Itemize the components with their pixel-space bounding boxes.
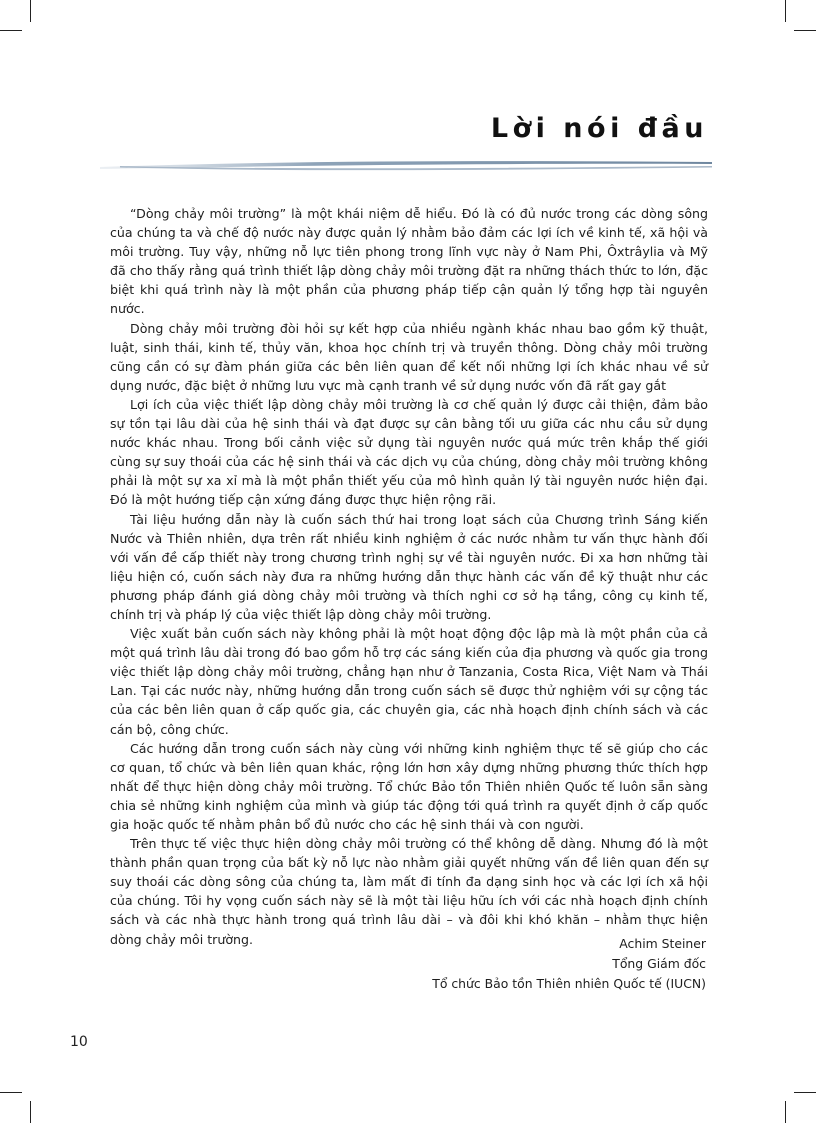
body-text: [110, 204, 708, 949]
paragraph-2: Dòng chảy môi trường đòi hỏi sự kết hợp của nhiều ngành khác nhau bao gồm kỹ thuật, luật, sinh thái, kinh tế, thủy văn, khoa học chính trị và truyền thông. Dòng chảy môi trường cũng cần có sự đàm phán giữa các bên liên quan để kết nối những lợi ích khác nhau về sử dụng nước, đặc biệt ở những lưu vực mà cạnh tranh về sử dụng nước vốn đã rất gay gắt: [110, 320, 708, 393]
crop-mark: [785, 1101, 786, 1123]
crop-mark: [30, 0, 31, 22]
crop-mark: [0, 1092, 22, 1093]
crop-mark: [794, 30, 816, 31]
paragraph-3: Lợi ích của việc thiết lập dòng chảy môi trường là cơ chế quản lý được cải thiện, đảm bảo sự tồn tại lâu dài của hệ sinh thái và đạt được sự cân bằng tối ưu giữa các nhu cầu sử dụng nước khác nhau. Trong bối cảnh việc sử dụng tài nguyên nước quá mức trên khắp thế giới cùng sự suy thoái của các hệ sinh thái và các dịch vụ của chúng, dòng chảy môi trường không phải là một sự xa xỉ mà là một phần thiết yếu của mô hình quản lý tài nguyên nước hiện đại. Đó là một hướng tiếp cận xứng đáng được thực hiện rộng rãi.: [110, 396, 708, 508]
signature-name: Achim Steiner: [619, 936, 706, 951]
decorative-swoosh: [100, 152, 712, 176]
crop-mark: [30, 1101, 31, 1123]
crop-mark: [794, 1092, 816, 1093]
crop-mark: [0, 30, 22, 31]
signature-position: Tổng Giám đốc: [612, 956, 706, 971]
paragraph-4: Tài liệu hướng dẫn này là cuốn sách thứ hai trong loạt sách của Chương trình Sáng kiến Nước và Thiên nhiên, dựa trên rất nhiều kinh nghiệm ở các nước nhằm tư vấn thực hành đối với vấn đề cấp thiết này trong chương trình nghị sự về tài nguyên nước. Đi xa hơn những tài liệu hiện có, cuốn sách này đưa ra những hướng dẫn thực hành các vấn đề kỹ thuật như các phương pháp đánh giá dòng chảy môi trường và thích nghi cơ sở hạ tầng, công cụ kinh tế, chính trị và pháp lý của việc thiết lập dòng chảy môi trường.: [110, 511, 708, 622]
paragraph-5: Việc xuất bản cuốn sách này không phải là một hoạt động độc lập mà là một phần của cả một quá trình lâu dài trong đó bao gồm hỗ trợ các sáng kiến của địa phương và quốc gia trong việc thiết lập dòng chảy môi trường, chẳng hạn như ở Tanzania, Costa Rica, Việt Nam và Thái Lan. Tại các nước này, những hướng dẫn trong cuốn sách sẽ được thử nghiệm với sự cộng tác của các bên liên quan ở cấp quốc gia, các chuyên gia, các nhà hoạch định chính sách và các cán bộ, công chức.: [110, 626, 708, 737]
paragraph-6: Các hướng dẫn trong cuốn sách này cùng với những kinh nghiệm thực tế sẽ giúp cho các cơ quan, tổ chức và bên liên quan khác, rộng lớn hơn xây dựng những phương thức thích hợp nhất để thực hiện dòng chảy môi trường. Tổ chức Bảo tồn Thiên nhiên Quốc tế luôn sẵn sàng chia sẻ những kinh nghiệm của mình và giúp tác động tới quá trình ra quyết định ở cấp quốc gia hoặc quốc tế nhằm phân bổ đủ nước cho các hệ sinh thái và con người.: [110, 740, 708, 832]
signature-organization: Tổ chức Bảo tồn Thiên nhiên Quốc tế (IUCN): [432, 976, 706, 991]
signature-block: [432, 934, 706, 994]
paragraph-7: Trên thực tế việc thực hiện dòng chảy môi trường có thể không dễ dàng. Nhưng đó là một thành phần quan trọng của bất kỳ nỗ lực nào nhằm giải quyết những vấn đề liên quan đến sự suy thoái các dòng sông của chúng ta, làm mất đi tính đa dạng sinh học và các lợi ích xã hội của chúng. Tôi hy vọng cuốn sách này sẽ là một tài liệu hữu ích với các nhà hoạch định chính sách và các nhà thực hành trong quá trình lâu dài – và đôi khi khó khăn – nhằm thực hiện dòng chảy môi trường.: [110, 836, 708, 947]
crop-mark: [785, 0, 786, 22]
page-title: Lời nói đầu: [490, 113, 708, 144]
paragraph-1: “Dòng chảy môi trường” là một khái niệm dễ hiểu. Đó là có đủ nước trong các dòng sông của chúng ta và chế độ nước này được quản lý nhằm bảo đảm các lợi ích về kinh tế, xã hội và môi trường. Tuy vậy, những nỗ lực tiên phong trong lĩnh vực này ở Nam Phi, Ôxtrâylia và Mỹ đã cho thấy rằng quá trình thiết lập dòng chảy môi trường đặt ra những thách thức to lớn, đặc biệt khi quá trình này là một phần của phương pháp tiếp cận quản lý tổng hợp tài nguyên nước.: [110, 206, 708, 317]
page-number: 10: [70, 1034, 88, 1050]
